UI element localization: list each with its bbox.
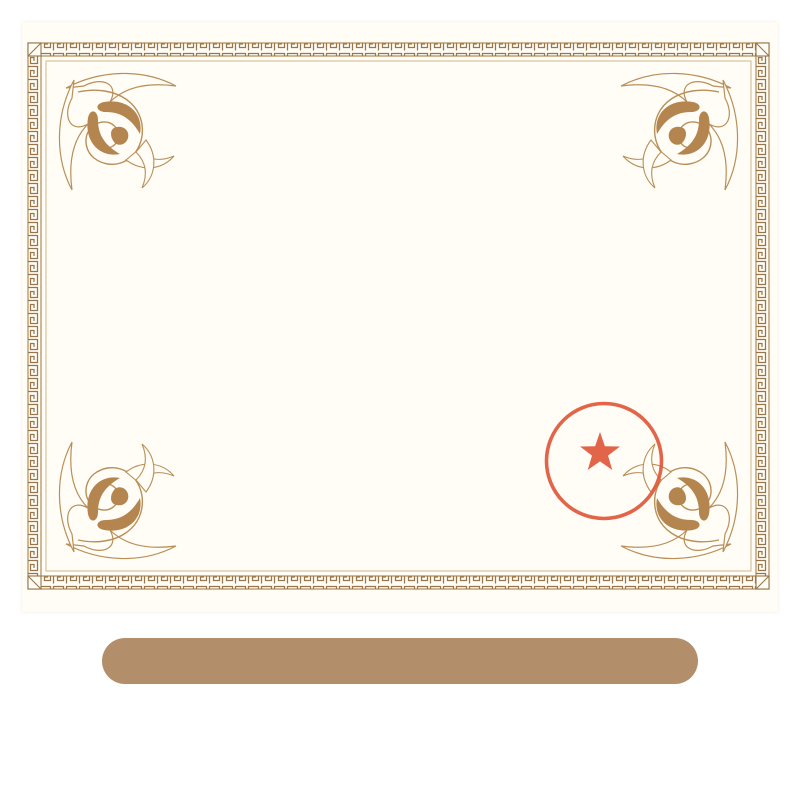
barcode-icon (645, 206, 713, 233)
qr-code-icon (644, 127, 696, 179)
caption-banner (102, 638, 698, 684)
official-seal (541, 398, 667, 524)
seal-star-icon (580, 432, 620, 470)
